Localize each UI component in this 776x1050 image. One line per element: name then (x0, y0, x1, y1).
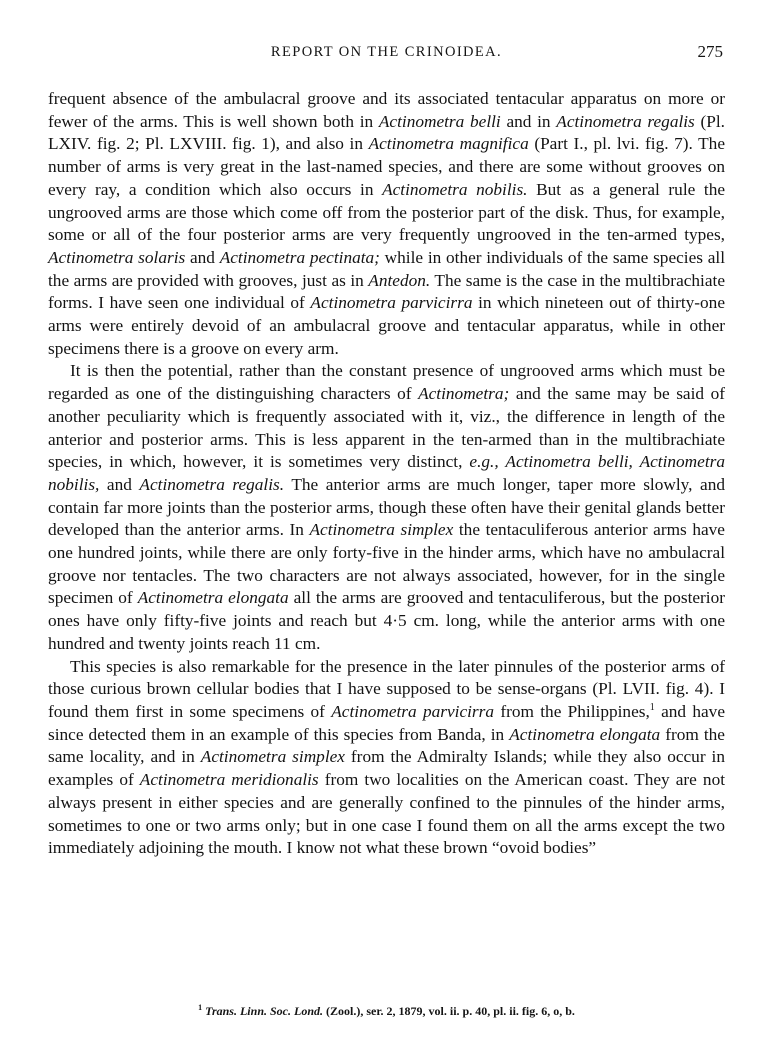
text-run: all the arms are grooved and tentaculiferous, but the posterior ones have only fifty-five joints and reach but 4·5 cm. long, while the anterior arms with one hundred and twenty joints reach 11 cm. (48, 588, 726, 653)
italic-text: Actinometra simplex (309, 520, 454, 540)
italic-text: Actinometra solaris (48, 247, 186, 267)
footnote-reference-mark: 1 (649, 702, 655, 714)
italic-text: Antedon. (368, 270, 431, 290)
italic-text: Actinometra magnifica (368, 134, 529, 154)
text-run: from the same locality, and in (48, 724, 725, 767)
text-run: and (99, 474, 140, 494)
text-run: in which nineteen out of thirty-one arms were entirely devoid of an ambulacral groove and tentacular apparatus, while in other specimens there is a groove on every arm. (48, 293, 725, 358)
italic-text: Actinometra elongata (137, 588, 289, 608)
footnote-journal: Trans. Linn. Soc. Lond. (205, 1004, 323, 1018)
text-run: from the Philippines, (494, 701, 650, 721)
page-number: 275 (697, 42, 723, 61)
text-run: frequent absence of the ambulacral groove and its associated tentacular apparatus on more or fewer of the arms. This is well shown both in (48, 89, 725, 131)
paragraph (48, 656, 725, 860)
running-title: REPORT ON THE CRINOIDEA. (270, 44, 503, 60)
italic-text: Actinometra meridionalis (139, 770, 319, 790)
paragraph (48, 360, 725, 655)
italic-text: Actinometra parvicirra (331, 701, 495, 721)
text-run: and the same may be said of another peculiarity which is frequently associated with it, viz., the difference in length of the anterior and posterior arms. This is less apparent in the ten-armed than in the multibrachiate species, in which, however, it is sometimes very distinct, (48, 384, 725, 472)
text-run: the tentaculiferous anterior arms have one hundred joints, while there are only forty-five in the hinder arms, which have no ambulacral groove nor tentacles. The two characters are not always associated, however, for in the single specimen of (48, 520, 725, 608)
italic-text: Actinometra elongata (509, 724, 661, 744)
italic-text: Actinometra regalis. (139, 474, 285, 494)
text-run: But as a general rule the ungrooved arms are those which come off from the posterior part of the disk. Thus, for example, some or all of the four posterior arms are very frequently ungrooved in the ten-armed types, (48, 179, 726, 245)
paragraph (48, 88, 725, 360)
page (48, 0, 725, 1050)
footnote (48, 1004, 725, 1019)
italic-text: Actinometra simplex (200, 747, 345, 767)
italic-text: Actinometra; (418, 384, 510, 404)
text-run: and in (500, 111, 557, 131)
running-head (48, 44, 725, 68)
text-run: (Part I., pl. lvi. fig. 7). The number of arms is very great in the last-named species, and there are some without grooves on every ray, a condition which also occurs in (48, 134, 725, 199)
text-run: It is then the potential, rather than the constant presence of ungrooved arms which must be regarded as one of the distinguishing characters of (48, 361, 725, 404)
body-text (48, 88, 725, 860)
text-run: The anterior arms are much longer, taper more slowly, and contain far more joints than the posterior arms, though these often have their genital glands better developed than the anterior arms. In (48, 474, 725, 540)
italic-text: Actinometra parvicirra (310, 293, 473, 313)
italic-text: e.g., Actinometra belli, Actinometra nobilis, (48, 452, 725, 494)
text-run: The same is the case in the multibrachiate forms. I have seen one individual of (48, 270, 725, 313)
text-run: from the Admiralty Islands; while they also occur in examples of (48, 747, 725, 790)
text-run: This species is also remarkable for the presence in the later pinnules of the posterior arms of those curious brown cellular bodies that I have supposed to be sense-organs (Pl. LVII. fig. 4). I found them first in some specimens of (48, 656, 725, 721)
text-run: and (185, 247, 220, 267)
text-run: from two localities on the American coast. They are not always present in either species and are generally confined to the pinnules of the hinder arms, sometimes to one or two arms only; but in one case I found them on all the arms except the two immediately adjoining the mouth. I know not what these brown “ovoid bodies” (48, 770, 726, 858)
text-run: while in other individuals of the same species all the arms are provided with grooves, just as in (48, 247, 725, 290)
italic-text: Actinometra nobilis. (382, 179, 528, 199)
italic-text: Actinometra pectinata; (219, 247, 380, 267)
footnote-mark: 1 (198, 1003, 203, 1012)
text-run: and have since detected them in an example of this species from Banda, in (48, 701, 725, 744)
italic-text: Actinometra belli (378, 111, 501, 131)
text-run: (Pl. LXIV. fig. 2; Pl. LXVIII. fig. 1), and also in (48, 111, 725, 154)
italic-text: Actinometra regalis (556, 111, 695, 131)
footnote-reference: (Zool.), ser. 2, 1879, vol. ii. p. 40, pl. ii. fig. 6, o, b. (323, 1004, 575, 1018)
